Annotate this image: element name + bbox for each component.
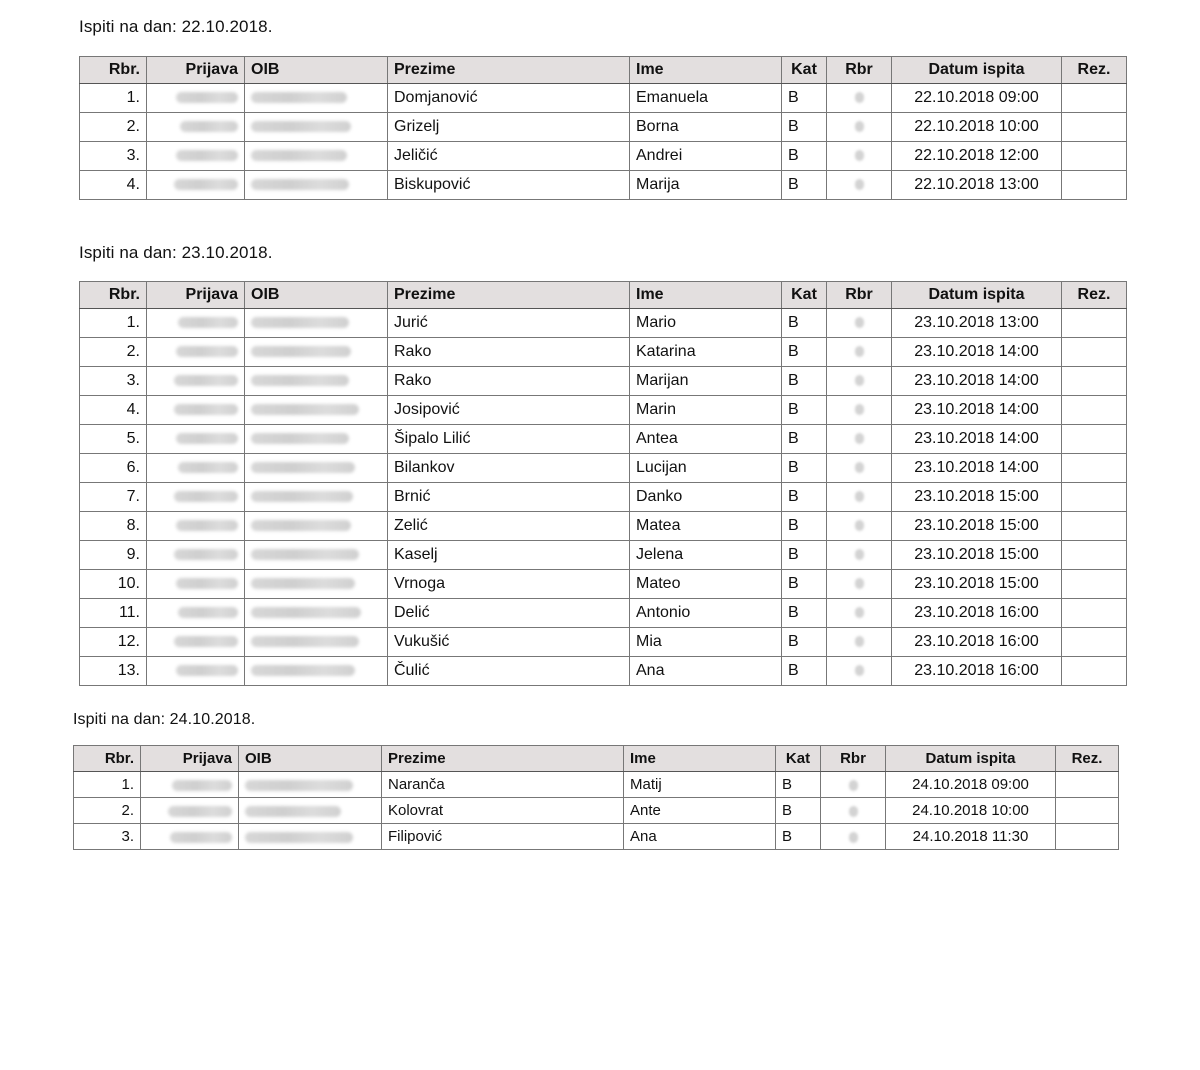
- cell-prijava-redacted: [141, 824, 239, 850]
- cell-kat: B: [782, 338, 827, 367]
- table-row: [80, 113, 1127, 142]
- table-header-row: [80, 57, 1127, 84]
- cell-rbr-number-redacted: [827, 657, 892, 686]
- cell-rbr: 4.: [80, 171, 147, 200]
- cell-rez: [1062, 628, 1127, 657]
- cell-ime: Lucijan: [630, 454, 782, 483]
- cell-datum-ispita: 24.10.2018 10:00: [886, 798, 1056, 824]
- cell-ime: Andrei: [630, 142, 782, 171]
- cell-prezime: Brnić: [388, 483, 630, 512]
- redacted-oib: [251, 549, 359, 560]
- redacted-rbr-number: [855, 346, 864, 357]
- redacted-oib: [245, 832, 353, 843]
- cell-kat: B: [782, 309, 827, 338]
- cell-rbr: 3.: [74, 824, 141, 850]
- cell-oib-redacted: [245, 570, 388, 599]
- exam-table-22-10: [79, 56, 1127, 200]
- redacted-prijava: [174, 404, 238, 415]
- cell-ime: Borna: [630, 113, 782, 142]
- redacted-rbr-number: [855, 317, 864, 328]
- cell-rez: [1062, 483, 1127, 512]
- cell-prezime: Delić: [388, 599, 630, 628]
- cell-ime: Katarina: [630, 338, 782, 367]
- redacted-oib: [251, 462, 355, 473]
- redacted-prijava: [176, 578, 238, 589]
- header-prijava: Prijava: [141, 746, 239, 772]
- cell-rbr: 2.: [80, 338, 147, 367]
- exam-table-23-10: [79, 281, 1127, 686]
- cell-rez: [1062, 396, 1127, 425]
- cell-ime: Antea: [630, 425, 782, 454]
- table-row: [80, 396, 1127, 425]
- redacted-oib: [251, 179, 349, 190]
- cell-prezime: Bilankov: [388, 454, 630, 483]
- cell-rbr: 3.: [80, 142, 147, 171]
- exam-table-24-10: [73, 745, 1119, 850]
- cell-kat: B: [782, 171, 827, 200]
- redacted-rbr-number: [855, 607, 864, 618]
- redacted-prijava: [174, 179, 238, 190]
- cell-rbr: 2.: [80, 113, 147, 142]
- cell-prijava-redacted: [147, 454, 245, 483]
- cell-rbr-number-redacted: [827, 512, 892, 541]
- cell-rez: [1062, 367, 1127, 396]
- table-row: [80, 171, 1127, 200]
- cell-rbr: 2.: [74, 798, 141, 824]
- table-row: [80, 84, 1127, 113]
- redacted-rbr-number: [855, 179, 864, 190]
- table-row: [80, 512, 1127, 541]
- header-rbr: Rbr.: [74, 746, 141, 772]
- cell-kat: B: [776, 772, 821, 798]
- cell-ime: Matea: [630, 512, 782, 541]
- redacted-rbr-number: [855, 636, 864, 647]
- cell-datum-ispita: 24.10.2018 09:00: [886, 772, 1056, 798]
- header-prezime: Prezime: [388, 282, 630, 309]
- table-row: [80, 628, 1127, 657]
- cell-oib-redacted: [245, 396, 388, 425]
- cell-prijava-redacted: [147, 570, 245, 599]
- cell-rbr-number-redacted: [821, 824, 886, 850]
- cell-rbr-number-redacted: [827, 483, 892, 512]
- cell-prezime: Šipalo Lilić: [388, 425, 630, 454]
- redacted-oib: [251, 665, 355, 676]
- header-ime: Ime: [624, 746, 776, 772]
- cell-kat: B: [782, 657, 827, 686]
- cell-kat: B: [782, 483, 827, 512]
- cell-kat: B: [782, 113, 827, 142]
- cell-prijava-redacted: [147, 483, 245, 512]
- section-title-22-10: Ispiti na dan: 22.10.2018.: [79, 17, 273, 36]
- redacted-oib: [251, 607, 361, 618]
- cell-rbr-number-redacted: [827, 425, 892, 454]
- table-row: [80, 599, 1127, 628]
- cell-rbr-number-redacted: [827, 541, 892, 570]
- table-row: [74, 772, 1119, 798]
- cell-oib-redacted: [245, 171, 388, 200]
- cell-prijava-redacted: [147, 367, 245, 396]
- cell-datum-ispita: 23.10.2018 13:00: [892, 309, 1062, 338]
- cell-rbr: 3.: [80, 367, 147, 396]
- redacted-prijava: [174, 375, 238, 386]
- redacted-rbr-number: [855, 150, 864, 161]
- table-header-row: [80, 282, 1127, 309]
- cell-oib-redacted: [245, 113, 388, 142]
- redacted-rbr-number: [855, 462, 864, 473]
- cell-oib-redacted: [245, 483, 388, 512]
- redacted-prijava: [180, 121, 238, 132]
- header-oib: OIB: [245, 57, 388, 84]
- cell-rbr-number-redacted: [827, 367, 892, 396]
- table-row: [80, 309, 1127, 338]
- cell-rbr: 4.: [80, 396, 147, 425]
- redacted-rbr-number: [855, 433, 864, 444]
- cell-rez: [1062, 84, 1127, 113]
- cell-rez: [1062, 425, 1127, 454]
- cell-oib-redacted: [245, 338, 388, 367]
- cell-rez: [1062, 599, 1127, 628]
- cell-rbr: 1.: [80, 84, 147, 113]
- cell-rez: [1062, 454, 1127, 483]
- cell-datum-ispita: 22.10.2018 12:00: [892, 142, 1062, 171]
- redacted-prijava: [172, 780, 232, 791]
- cell-oib-redacted: [245, 512, 388, 541]
- cell-prezime: Filipović: [382, 824, 624, 850]
- header-prezime: Prezime: [382, 746, 624, 772]
- cell-oib-redacted: [245, 657, 388, 686]
- redacted-prijava: [174, 491, 238, 502]
- section-title-24-10: Ispiti na dan: 24.10.2018.: [73, 711, 256, 728]
- cell-rbr: 1.: [74, 772, 141, 798]
- cell-ime: Danko: [630, 483, 782, 512]
- table-row: [80, 425, 1127, 454]
- cell-prezime: Domjanović: [388, 84, 630, 113]
- table-header-row: [74, 746, 1119, 772]
- header-ime: Ime: [630, 282, 782, 309]
- cell-oib-redacted: [245, 599, 388, 628]
- cell-datum-ispita: 23.10.2018 16:00: [892, 599, 1062, 628]
- redacted-prijava: [176, 150, 238, 161]
- redacted-oib: [251, 433, 349, 444]
- header-oib: OIB: [239, 746, 382, 772]
- redacted-rbr-number: [855, 665, 864, 676]
- header-rbr-number: Rbr: [821, 746, 886, 772]
- header-rbr-number: Rbr: [827, 282, 892, 309]
- cell-rbr: 10.: [80, 570, 147, 599]
- cell-prezime: Josipović: [388, 396, 630, 425]
- cell-kat: B: [782, 599, 827, 628]
- cell-rbr: 9.: [80, 541, 147, 570]
- cell-prezime: Kolovrat: [382, 798, 624, 824]
- header-rbr: Rbr.: [80, 57, 147, 84]
- cell-rbr-number-redacted: [827, 142, 892, 171]
- redacted-oib: [251, 520, 351, 531]
- header-rbr-number: Rbr: [827, 57, 892, 84]
- cell-rbr: 8.: [80, 512, 147, 541]
- cell-prijava-redacted: [147, 657, 245, 686]
- redacted-prijava: [176, 520, 238, 531]
- cell-kat: B: [782, 512, 827, 541]
- redacted-prijava: [176, 433, 238, 444]
- cell-ime: Emanuela: [630, 84, 782, 113]
- redacted-prijava: [174, 636, 238, 647]
- cell-oib-redacted: [239, 798, 382, 824]
- redacted-oib: [251, 346, 351, 357]
- cell-rbr: 11.: [80, 599, 147, 628]
- header-prezime: Prezime: [388, 57, 630, 84]
- cell-rbr-number-redacted: [827, 454, 892, 483]
- cell-oib-redacted: [245, 425, 388, 454]
- cell-rez: [1062, 113, 1127, 142]
- redacted-prijava: [174, 549, 238, 560]
- redacted-rbr-number: [855, 404, 864, 415]
- table-row: [80, 142, 1127, 171]
- cell-rbr-number-redacted: [827, 396, 892, 425]
- cell-prezime: Čulić: [388, 657, 630, 686]
- cell-rbr-number-redacted: [821, 798, 886, 824]
- redacted-rbr-number: [855, 549, 864, 560]
- cell-datum-ispita: 23.10.2018 14:00: [892, 338, 1062, 367]
- header-rez: Rez.: [1062, 57, 1127, 84]
- table-row: [80, 454, 1127, 483]
- cell-rbr: 7.: [80, 483, 147, 512]
- cell-datum-ispita: 23.10.2018 15:00: [892, 483, 1062, 512]
- cell-kat: B: [782, 628, 827, 657]
- cell-ime: Mario: [630, 309, 782, 338]
- cell-kat: B: [782, 425, 827, 454]
- cell-rbr: 13.: [80, 657, 147, 686]
- cell-prijava-redacted: [147, 599, 245, 628]
- cell-rbr: 6.: [80, 454, 147, 483]
- cell-kat: B: [782, 142, 827, 171]
- cell-kat: B: [776, 798, 821, 824]
- cell-datum-ispita: 23.10.2018 14:00: [892, 454, 1062, 483]
- cell-prezime: Rako: [388, 338, 630, 367]
- header-kat: Kat: [782, 282, 827, 309]
- redacted-rbr-number: [849, 806, 858, 817]
- table-row: [80, 483, 1127, 512]
- cell-rez: [1062, 657, 1127, 686]
- redacted-rbr-number: [849, 832, 858, 843]
- cell-ime: Jelena: [630, 541, 782, 570]
- cell-rbr-number-redacted: [827, 309, 892, 338]
- cell-prezime: Kaselj: [388, 541, 630, 570]
- cell-prijava-redacted: [147, 142, 245, 171]
- redacted-oib: [251, 404, 359, 415]
- cell-kat: B: [782, 454, 827, 483]
- redacted-oib: [251, 636, 359, 647]
- cell-rez: [1056, 798, 1119, 824]
- header-kat: Kat: [776, 746, 821, 772]
- cell-datum-ispita: 23.10.2018 15:00: [892, 570, 1062, 599]
- cell-prezime: Jeličić: [388, 142, 630, 171]
- cell-rez: [1056, 772, 1119, 798]
- redacted-oib: [245, 780, 353, 791]
- cell-kat: B: [782, 367, 827, 396]
- cell-oib-redacted: [245, 454, 388, 483]
- cell-rez: [1062, 309, 1127, 338]
- cell-ime: Mia: [630, 628, 782, 657]
- table-row: [74, 798, 1119, 824]
- cell-prijava-redacted: [147, 84, 245, 113]
- redacted-oib: [251, 491, 353, 502]
- cell-rbr: 1.: [80, 309, 147, 338]
- redacted-rbr-number: [855, 121, 864, 132]
- cell-rez: [1062, 541, 1127, 570]
- cell-prezime: Naranča: [382, 772, 624, 798]
- cell-prezime: Vukušić: [388, 628, 630, 657]
- cell-oib-redacted: [245, 628, 388, 657]
- cell-rez: [1062, 142, 1127, 171]
- cell-datum-ispita: 22.10.2018 13:00: [892, 171, 1062, 200]
- redacted-prijava: [178, 317, 238, 328]
- redacted-oib: [251, 150, 347, 161]
- cell-ime: Marija: [630, 171, 782, 200]
- cell-datum-ispita: 23.10.2018 15:00: [892, 512, 1062, 541]
- cell-prijava-redacted: [147, 309, 245, 338]
- cell-datum-ispita: 24.10.2018 11:30: [886, 824, 1056, 850]
- redacted-prijava: [168, 806, 232, 817]
- cell-kat: B: [782, 84, 827, 113]
- header-rez: Rez.: [1062, 282, 1127, 309]
- cell-datum-ispita: 23.10.2018 14:00: [892, 396, 1062, 425]
- cell-prezime: Vrnoga: [388, 570, 630, 599]
- redacted-oib: [245, 806, 341, 817]
- cell-prijava-redacted: [147, 113, 245, 142]
- cell-datum-ispita: 22.10.2018 10:00: [892, 113, 1062, 142]
- cell-rbr-number-redacted: [827, 599, 892, 628]
- cell-ime: Ante: [624, 798, 776, 824]
- header-datum-ispita: Datum ispita: [892, 57, 1062, 84]
- table-row: [80, 570, 1127, 599]
- cell-oib-redacted: [245, 309, 388, 338]
- cell-ime: Marijan: [630, 367, 782, 396]
- table-row: [80, 541, 1127, 570]
- section-title-23-10: Ispiti na dan: 23.10.2018.: [79, 243, 273, 262]
- header-oib: OIB: [245, 282, 388, 309]
- cell-rbr: 12.: [80, 628, 147, 657]
- cell-ime: Ana: [624, 824, 776, 850]
- cell-ime: Marin: [630, 396, 782, 425]
- header-ime: Ime: [630, 57, 782, 84]
- cell-rbr: 5.: [80, 425, 147, 454]
- cell-kat: B: [782, 541, 827, 570]
- redacted-rbr-number: [855, 578, 864, 589]
- cell-rbr-number-redacted: [827, 171, 892, 200]
- cell-prijava-redacted: [147, 512, 245, 541]
- cell-ime: Matij: [624, 772, 776, 798]
- cell-prijava-redacted: [141, 798, 239, 824]
- cell-datum-ispita: 23.10.2018 14:00: [892, 425, 1062, 454]
- cell-prezime: Grizelj: [388, 113, 630, 142]
- redacted-prijava: [176, 665, 238, 676]
- cell-prijava-redacted: [147, 338, 245, 367]
- cell-rez: [1062, 338, 1127, 367]
- cell-rbr-number-redacted: [827, 84, 892, 113]
- cell-rbr-number-redacted: [827, 338, 892, 367]
- cell-kat: B: [776, 824, 821, 850]
- header-datum-ispita: Datum ispita: [886, 746, 1056, 772]
- redacted-prijava: [178, 462, 238, 473]
- cell-oib-redacted: [239, 772, 382, 798]
- cell-kat: B: [782, 396, 827, 425]
- header-rez: Rez.: [1056, 746, 1119, 772]
- redacted-prijava: [176, 92, 238, 103]
- cell-prijava-redacted: [147, 425, 245, 454]
- cell-oib-redacted: [245, 541, 388, 570]
- redacted-oib: [251, 92, 347, 103]
- redacted-oib: [251, 121, 351, 132]
- cell-rez: [1062, 570, 1127, 599]
- cell-rbr-number-redacted: [821, 772, 886, 798]
- redacted-rbr-number: [855, 520, 864, 531]
- header-prijava: Prijava: [147, 282, 245, 309]
- cell-datum-ispita: 23.10.2018 14:00: [892, 367, 1062, 396]
- cell-rbr-number-redacted: [827, 113, 892, 142]
- header-prijava: Prijava: [147, 57, 245, 84]
- table-row: [80, 367, 1127, 396]
- cell-oib-redacted: [245, 142, 388, 171]
- table-row: [74, 824, 1119, 850]
- redacted-prijava: [178, 607, 238, 618]
- cell-ime: Ana: [630, 657, 782, 686]
- cell-datum-ispita: 23.10.2018 16:00: [892, 628, 1062, 657]
- cell-prezime: Jurić: [388, 309, 630, 338]
- cell-oib-redacted: [245, 84, 388, 113]
- table-row: [80, 657, 1127, 686]
- cell-rez: [1056, 824, 1119, 850]
- redacted-oib: [251, 375, 349, 386]
- header-kat: Kat: [782, 57, 827, 84]
- header-rbr: Rbr.: [80, 282, 147, 309]
- cell-prijava-redacted: [141, 772, 239, 798]
- redacted-prijava: [176, 346, 238, 357]
- cell-ime: Antonio: [630, 599, 782, 628]
- redacted-rbr-number: [855, 92, 864, 103]
- cell-prijava-redacted: [147, 396, 245, 425]
- cell-prezime: Biskupović: [388, 171, 630, 200]
- cell-rez: [1062, 512, 1127, 541]
- cell-rbr-number-redacted: [827, 570, 892, 599]
- cell-rbr-number-redacted: [827, 628, 892, 657]
- cell-datum-ispita: 23.10.2018 16:00: [892, 657, 1062, 686]
- cell-datum-ispita: 23.10.2018 15:00: [892, 541, 1062, 570]
- redacted-prijava: [170, 832, 232, 843]
- redacted-oib: [251, 317, 349, 328]
- cell-prijava-redacted: [147, 628, 245, 657]
- redacted-rbr-number: [849, 780, 858, 791]
- cell-oib-redacted: [239, 824, 382, 850]
- redacted-rbr-number: [855, 491, 864, 502]
- redacted-rbr-number: [855, 375, 864, 386]
- redacted-oib: [251, 578, 355, 589]
- table-row: [80, 338, 1127, 367]
- cell-prezime: Rako: [388, 367, 630, 396]
- cell-ime: Mateo: [630, 570, 782, 599]
- cell-prezime: Zelić: [388, 512, 630, 541]
- cell-prijava-redacted: [147, 171, 245, 200]
- cell-datum-ispita: 22.10.2018 09:00: [892, 84, 1062, 113]
- cell-prijava-redacted: [147, 541, 245, 570]
- cell-oib-redacted: [245, 367, 388, 396]
- header-datum-ispita: Datum ispita: [892, 282, 1062, 309]
- cell-kat: B: [782, 570, 827, 599]
- cell-rez: [1062, 171, 1127, 200]
